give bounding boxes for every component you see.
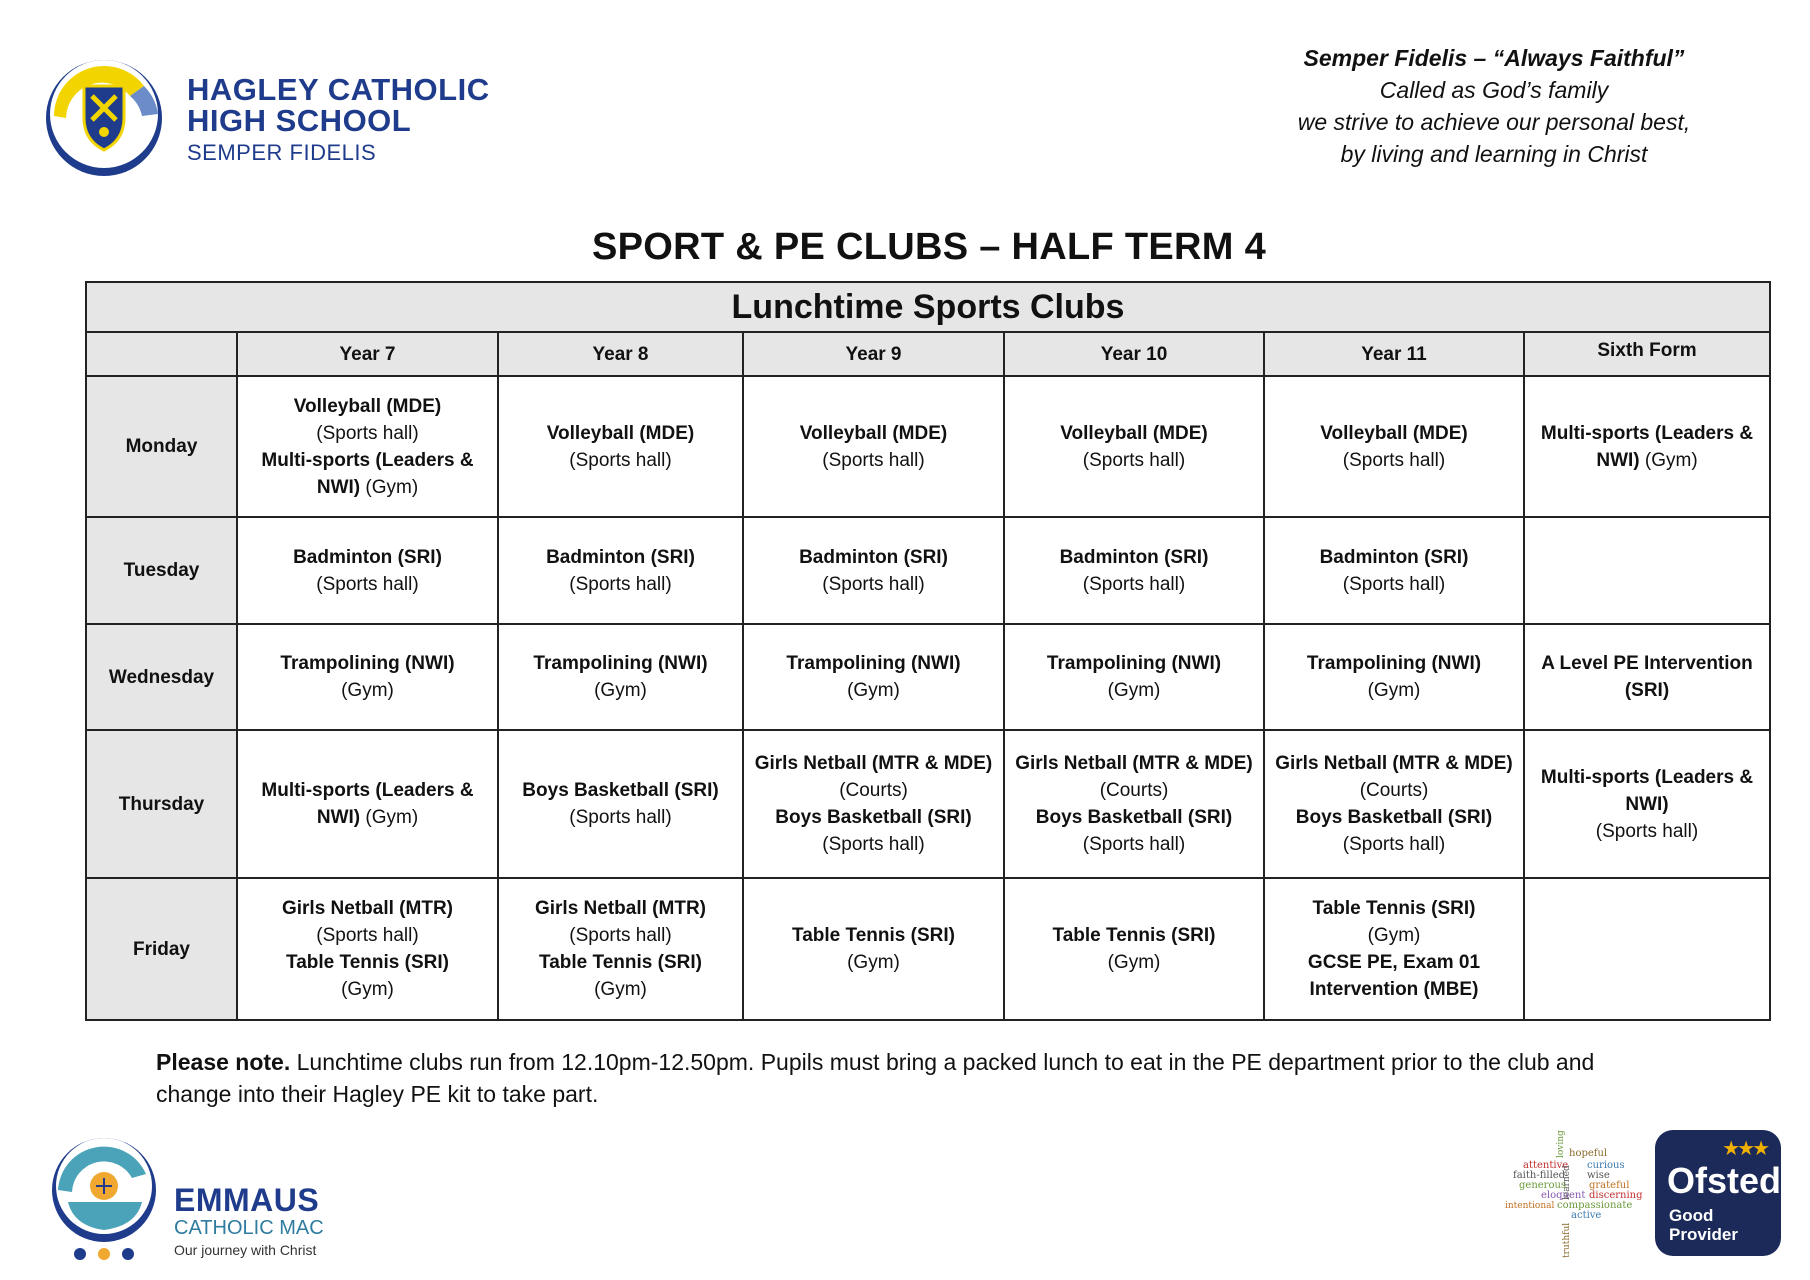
club-location: (Sports hall) <box>569 573 672 595</box>
column-header: Year 8 <box>498 332 743 376</box>
note-text: Lunchtime clubs run from 12.10pm-12.50pm. Pupils must bring a packed lunch to eat in the PE department prior to the club and change into their Hagley PE kit to take part. <box>156 1049 1595 1107</box>
ofsted-badge <box>1655 1130 1781 1256</box>
club-location: (Gym) <box>594 979 647 1000</box>
column-header: Year 10 <box>1004 332 1264 376</box>
club-name: Girls Netball (MTR & MDE) <box>1015 753 1253 774</box>
column-header: Year 7 <box>237 332 498 376</box>
day-label: Tuesday <box>86 517 237 624</box>
club-line <box>507 571 734 598</box>
club-line <box>507 949 734 976</box>
wordcloud-word-wise: wise <box>1587 1170 1610 1181</box>
club-cell <box>237 730 498 878</box>
club-line <box>1273 831 1515 858</box>
table-body <box>86 376 1770 1020</box>
club-cell <box>1004 517 1264 624</box>
club-location: (Gym) <box>1107 952 1161 973</box>
club-line <box>752 571 995 598</box>
club-location: (Sports hall) <box>1082 573 1186 595</box>
club-line <box>246 677 489 704</box>
club-name: Badminton (SRI) <box>293 546 442 568</box>
club-name: Table Tennis (SRI) <box>792 925 955 946</box>
club-line <box>507 804 734 831</box>
club-name: GCSE PE, Exam 01 Intervention (MBE) <box>1307 952 1481 1000</box>
club-line <box>1273 949 1515 1003</box>
club-name: Boys Basketball (SRI) <box>1035 807 1233 828</box>
club-cell <box>498 730 743 878</box>
club-location: (Sports hall) <box>316 925 419 946</box>
wordcloud-word-grateful: grateful <box>1589 1180 1630 1191</box>
club-cell <box>1004 376 1264 517</box>
table-row <box>86 517 1770 624</box>
club-line <box>246 949 489 976</box>
club-name: Trampolining (NWI) <box>280 653 455 674</box>
club-name: Volleyball (MDE) <box>799 422 948 444</box>
club-line <box>246 650 489 677</box>
wordcloud-word-curious: curious <box>1587 1160 1625 1171</box>
club-line <box>752 922 995 949</box>
club-name: Trampolining (NWI) <box>786 653 961 674</box>
club-name: Multi-sports (Leaders & NWI) <box>261 780 474 828</box>
club-name: Table Tennis (SRI) <box>1312 898 1476 919</box>
club-cell <box>1264 878 1524 1020</box>
club-location: (Gym) <box>360 807 419 828</box>
club-cell <box>1524 376 1770 517</box>
values-wordcloud <box>1505 1130 1655 1260</box>
ofsted-rating <box>1669 1206 1738 1244</box>
club-line <box>752 949 995 976</box>
table-header-row <box>86 332 1770 376</box>
club-location: (Gym) <box>1367 680 1421 701</box>
club-location: (Sports hall) <box>569 925 672 946</box>
club-location: (Sports hall) <box>1342 449 1446 471</box>
club-location: (Sports hall) <box>822 573 925 595</box>
club-location: (Gym) <box>1367 925 1421 946</box>
club-location: (Gym) <box>847 680 900 701</box>
ofsted-stars-icon: ★★★ <box>1722 1138 1767 1160</box>
club-cell <box>1524 878 1770 1020</box>
club-cell <box>1524 624 1770 730</box>
club-line <box>246 895 489 922</box>
wordcloud-word-faith-filled: faith-filled <box>1513 1170 1566 1181</box>
club-line <box>507 420 734 447</box>
club-line <box>752 447 995 474</box>
emmaus-line3: Our journey with Christ <box>174 1242 317 1258</box>
lunchtime-note <box>156 1046 1676 1110</box>
club-line <box>1013 571 1255 598</box>
club-line <box>507 677 734 704</box>
club-cell <box>498 517 743 624</box>
school-name-line1: HAGLEY CATHOLIC <box>187 72 490 107</box>
club-name: Table Tennis (SRI) <box>1052 925 1216 946</box>
club-cell <box>237 376 498 517</box>
club-line <box>1273 895 1515 922</box>
club-line <box>1273 804 1515 831</box>
wordcloud-word-intentional: intentional <box>1505 1201 1555 1211</box>
emmaus-text <box>174 1184 324 1257</box>
club-line <box>1273 750 1515 804</box>
club-cell <box>743 624 1004 730</box>
wordcloud-word-generous: generous <box>1519 1180 1567 1191</box>
clubs-table <box>85 281 1771 1021</box>
club-line <box>1273 650 1515 677</box>
club-line <box>246 447 489 501</box>
table-row <box>86 376 1770 517</box>
day-label: Friday <box>86 878 237 1020</box>
club-cell <box>1524 730 1770 878</box>
club-location: (Courts) <box>1099 780 1169 801</box>
day-label: Monday <box>86 376 237 517</box>
club-line <box>246 922 489 949</box>
club-name: Badminton (SRI) <box>1059 546 1209 568</box>
club-name: Girls Netball (MTR & MDE) <box>754 753 993 774</box>
club-line <box>752 804 995 831</box>
club-name: Badminton (SRI) <box>799 546 948 568</box>
club-name: Volleyball (MDE) <box>293 395 442 417</box>
club-line <box>1533 650 1761 704</box>
club-line <box>1273 677 1515 704</box>
club-name: Table Tennis (SRI) <box>539 952 702 973</box>
club-line <box>1013 804 1255 831</box>
club-line <box>1013 750 1255 804</box>
ofsted-rating-line2: Provider <box>1669 1225 1738 1244</box>
club-cell <box>498 624 743 730</box>
club-line <box>1533 420 1761 474</box>
club-name: Girls Netball (MTR & MDE) <box>1275 753 1513 774</box>
motto-line1: Called as God’s family <box>1379 77 1609 103</box>
club-line <box>1013 544 1255 571</box>
club-line <box>246 571 489 598</box>
club-cell <box>743 517 1004 624</box>
club-name: Girls Netball (MTR) <box>281 898 453 919</box>
day-label: Thursday <box>86 730 237 878</box>
club-cell <box>743 730 1004 878</box>
club-cell <box>1004 730 1264 878</box>
emmaus-line1: EMMAUS <box>174 1182 320 1218</box>
club-name: Badminton (SRI) <box>1319 546 1469 568</box>
document-title: SPORT & PE CLUBS – HALF TERM 4 <box>591 226 1267 268</box>
club-name: Table Tennis (SRI) <box>286 952 449 973</box>
club-cell <box>743 376 1004 517</box>
club-cell <box>1264 517 1524 624</box>
club-line <box>752 650 995 677</box>
club-cell <box>1004 624 1264 730</box>
motto-line2: we strive to achieve our personal best, <box>1297 109 1691 135</box>
club-location: (Gym) <box>594 680 647 701</box>
club-name: Volleyball (MDE) <box>1060 422 1208 444</box>
club-line <box>752 831 995 858</box>
club-line <box>1273 571 1515 598</box>
school-name-line2: HIGH SCHOOL <box>187 103 412 138</box>
club-name: A Level PE Intervention (SRI) <box>1541 653 1753 701</box>
club-line <box>1013 420 1255 447</box>
club-line <box>507 447 734 474</box>
club-location: (Gym) <box>341 680 394 701</box>
table-row <box>86 730 1770 878</box>
club-location: (Sports hall) <box>1342 834 1446 855</box>
club-location: (Gym) <box>360 476 419 498</box>
club-name: Girls Netball (MTR) <box>534 898 706 919</box>
club-line <box>1013 922 1255 949</box>
club-line <box>752 420 995 447</box>
club-location: (Sports hall) <box>1595 820 1699 842</box>
club-location: (Sports hall) <box>569 807 672 828</box>
club-location: (Gym) <box>1639 449 1698 471</box>
wordcloud-word-active: active <box>1571 1210 1602 1221</box>
table-row <box>86 624 1770 730</box>
wordcloud-word-loving: loving <box>1556 1130 1566 1158</box>
club-line <box>507 777 734 804</box>
day-label: Wednesday <box>86 624 237 730</box>
club-line <box>1013 831 1255 858</box>
club-cell <box>498 376 743 517</box>
club-line <box>1013 949 1255 976</box>
club-cell <box>237 624 498 730</box>
wordcloud-word-truthful: truthful <box>1562 1222 1572 1258</box>
club-line <box>752 677 995 704</box>
club-name: Volleyball (MDE) <box>1320 422 1468 444</box>
club-cell <box>498 878 743 1020</box>
club-line <box>507 976 734 1003</box>
club-location: (Sports hall) <box>1082 449 1186 471</box>
wordcloud-word-eloquent: eloquent <box>1541 1190 1586 1201</box>
wordcloud-word-learned: learned <box>1562 1165 1572 1200</box>
club-line <box>246 393 489 420</box>
club-line <box>507 922 734 949</box>
club-name: Volleyball (MDE) <box>546 422 695 444</box>
wordcloud-word-hopeful: hopeful <box>1569 1148 1608 1159</box>
club-line <box>752 750 995 804</box>
club-name: Boys Basketball (SRI) <box>522 780 719 801</box>
club-location: (Sports hall) <box>822 449 925 471</box>
emmaus-line2: CATHOLIC MAC <box>174 1217 324 1239</box>
club-location: (Sports hall) <box>1082 834 1186 855</box>
club-cell <box>743 878 1004 1020</box>
club-location: (Gym) <box>847 952 900 973</box>
club-name: Trampolining (NWI) <box>533 653 708 674</box>
wordcloud-word-attentive: attentive <box>1523 1160 1569 1171</box>
club-location: (Sports hall) <box>822 834 925 855</box>
club-line <box>1533 818 1761 845</box>
ofsted-name: Ofsted <box>1667 1160 1782 1201</box>
club-line <box>1013 677 1255 704</box>
club-location: (Sports hall) <box>316 422 419 444</box>
wordcloud-word-compassionate: compassionate <box>1557 1200 1633 1211</box>
club-line <box>1533 764 1761 818</box>
club-location: (Sports hall) <box>1342 573 1446 595</box>
wordcloud-word-discerning: discerning <box>1589 1190 1643 1201</box>
club-name: Multi-sports (Leaders & NWI) <box>261 449 474 498</box>
club-cell <box>1524 517 1770 624</box>
club-name: Boys Basketball (SRI) <box>1295 807 1493 828</box>
club-line <box>752 544 995 571</box>
club-name: Boys Basketball (SRI) <box>775 807 972 828</box>
club-line <box>1273 447 1515 474</box>
school-name <box>187 74 490 164</box>
club-cell <box>1264 376 1524 517</box>
motto-title: Semper Fidelis – “Always Faithful” <box>1303 45 1685 71</box>
column-header: Year 9 <box>743 332 1004 376</box>
club-location: (Courts) <box>1359 780 1429 801</box>
club-line <box>1273 544 1515 571</box>
club-line <box>507 544 734 571</box>
club-name: Trampolining (NWI) <box>1046 653 1222 674</box>
table-caption: Lunchtime Sports Clubs <box>86 282 1770 332</box>
header-blank-cell <box>86 332 237 376</box>
club-name: Multi-sports (Leaders & NWI) <box>1540 766 1754 815</box>
club-line <box>246 544 489 571</box>
motto-line3: by living and learning in Christ <box>1340 141 1648 167</box>
club-location: (Sports hall) <box>569 449 672 471</box>
table-row <box>86 878 1770 1020</box>
club-line <box>507 895 734 922</box>
club-line <box>246 976 489 1003</box>
club-cell <box>1004 878 1264 1020</box>
note-label: Please note. <box>156 1049 291 1075</box>
club-cell <box>237 878 498 1020</box>
club-line <box>1273 420 1515 447</box>
club-line <box>246 777 489 831</box>
club-cell <box>1264 624 1524 730</box>
club-location: (Gym) <box>1107 680 1161 701</box>
club-location: (Sports hall) <box>316 573 419 595</box>
club-name: Badminton (SRI) <box>546 546 695 568</box>
school-motto <box>1234 42 1754 170</box>
club-line <box>246 420 489 447</box>
club-line <box>1013 447 1255 474</box>
club-cell <box>1264 730 1524 878</box>
ofsted-rating-line1: Good <box>1669 1206 1714 1225</box>
school-name-line3: SEMPER FIDELIS <box>187 140 377 165</box>
club-cell <box>237 517 498 624</box>
column-header: Year 11 <box>1264 332 1524 376</box>
column-header: Sixth Form <box>1524 332 1770 376</box>
club-name: Trampolining (NWI) <box>1306 653 1482 674</box>
club-location: (Gym) <box>341 979 394 1000</box>
club-line <box>507 650 734 677</box>
club-line <box>1013 650 1255 677</box>
club-location: (Courts) <box>839 780 908 801</box>
club-name: Multi-sports (Leaders & NWI) <box>1540 422 1754 471</box>
club-line <box>1273 922 1515 949</box>
